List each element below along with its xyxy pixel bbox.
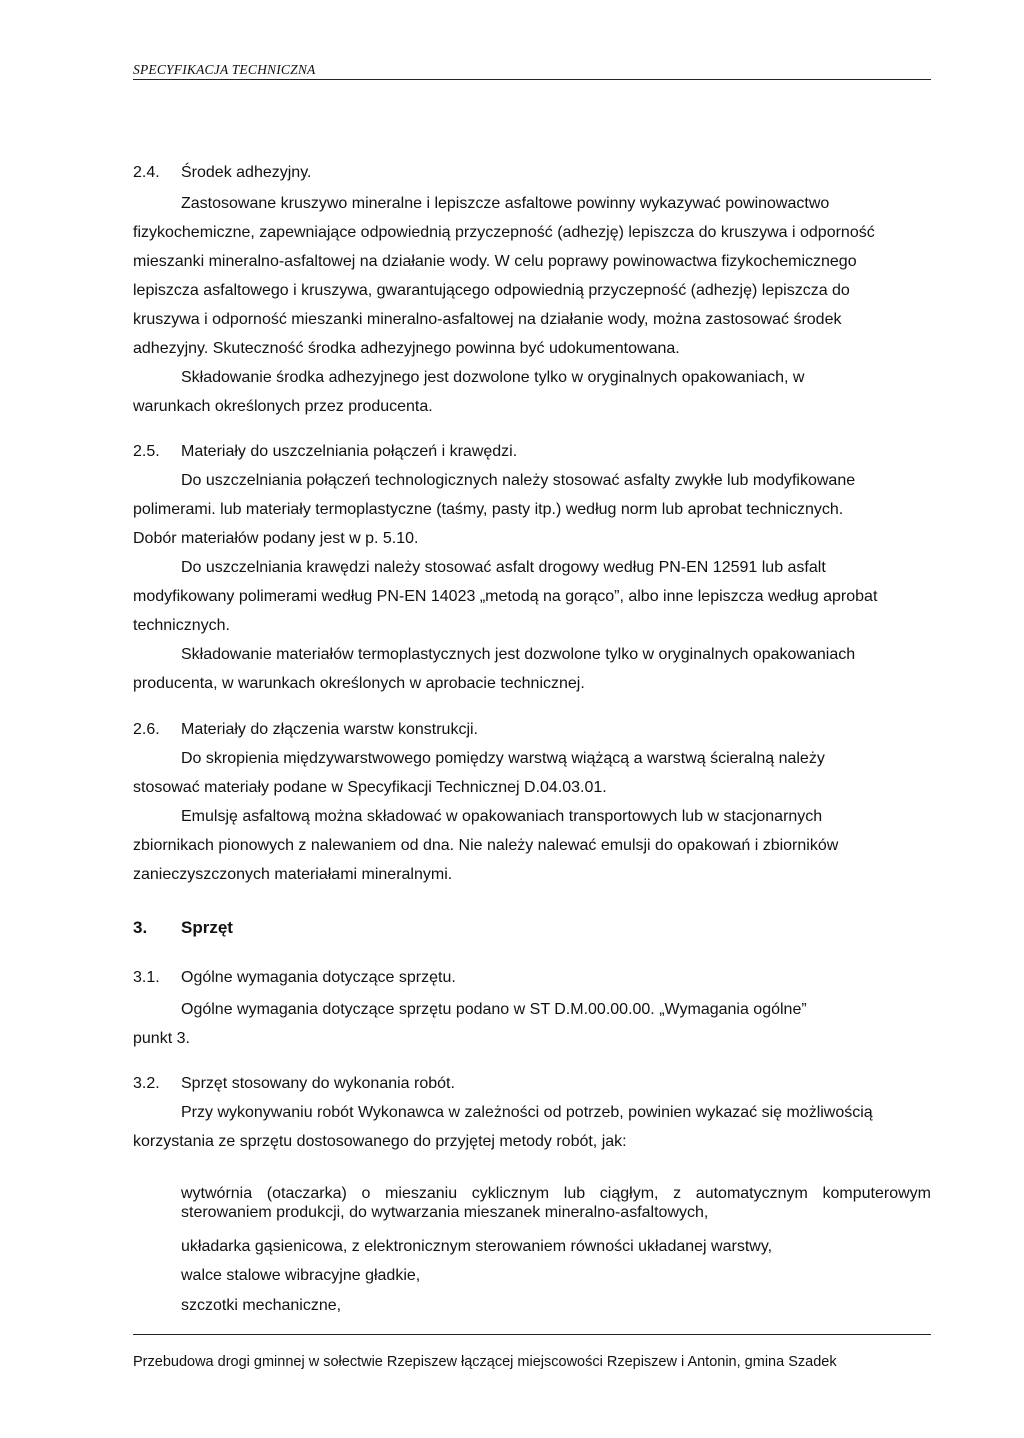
- equipment-list-item: wytwórnia (otaczarka) o mieszaniu cyklicznym lub ciągłym, z automatycznym komputerowym sterowaniem produkcji, do wytwarzania mieszanek mineralno-asfaltowych,: [181, 1185, 931, 1221]
- paragraph-line: technicznych.: [133, 617, 230, 634]
- chapter-number: 3.: [133, 918, 148, 937]
- page-footer: Przebudowa drogi gminnej w sołectwie Rzepiszew łączącej miejscowości Rzepiszew i Antonin, gmina Szadek: [133, 1354, 837, 1370]
- paragraph-line: zbiornikach pionowych z nalewaniem od dna. Nie należy nalewać emulsji do opakowań i zbiorników: [133, 837, 839, 854]
- paragraph-line: Przy wykonywaniu robót Wykonawca w zależności od potrzeb, powinien wykazać się możliwością: [181, 1104, 873, 1121]
- paragraph-line: zanieczyszczonych materiałami mineralnymi.: [133, 866, 453, 883]
- paragraph-line: stosować materiały podane w Specyfikacji Technicznej D.04.03.01.: [133, 779, 607, 796]
- section-number: 2.4.: [133, 164, 160, 181]
- paragraph-line: Dobór materiałów podany jest w p. 5.10.: [133, 530, 419, 547]
- running-header: SPECYFIKACJA TECHNICZNA: [133, 62, 316, 77]
- paragraph-line: adhezyjny. Skuteczność środka adhezyjnego powinna być udokumentowana.: [133, 340, 680, 357]
- section-title: Materiały do uszczelniania połączeń i krawędzi.: [181, 443, 518, 460]
- paragraph-line: korzystania ze sprzętu dostosowanego do przyjętej metody robót, jak:: [133, 1133, 627, 1150]
- paragraph-line: warunkach określonych przez producenta.: [133, 398, 433, 415]
- section-number: 2.5.: [133, 443, 160, 460]
- paragraph-line: producenta, w warunkach określonych w aprobacie technicznej.: [133, 675, 585, 692]
- paragraph-line: Do uszczelniania krawędzi należy stosować asfalt drogowy według PN-EN 12591 lub asfalt: [181, 559, 826, 576]
- paragraph-line: mieszanki mineralno-asfaltowej na działanie wody. W celu poprawy powinowactwa fizykochemicznego: [133, 253, 857, 270]
- paragraph-line: polimerami. lub materiały termoplastyczne (taśmy, pasty itp.) według norm lub aprobat technicznych.: [133, 501, 844, 518]
- section-number: 2.6.: [133, 721, 160, 738]
- paragraph-line: lepiszcza asfaltowego i kruszywa, gwarantującego odpowiednią przyczepność (adhezję) lepiszcza do: [133, 282, 850, 299]
- paragraph-line: Do uszczelniania połączeń technologicznych należy stosować asfalty zwykłe lub modyfikowane: [181, 472, 856, 489]
- section-number: 3.1.: [133, 969, 160, 986]
- paragraph-line: kruszywa i odporność mieszanki mineralno-asfaltowej na działanie wody, można zastosować środek: [133, 311, 842, 328]
- section-title: Sprzęt stosowany do wykonania robót.: [181, 1075, 455, 1092]
- paragraph-line: punkt 3.: [133, 1030, 190, 1047]
- equipment-list-item: szczotki mechaniczne,: [181, 1297, 342, 1314]
- paragraph-line: Składowanie materiałów termoplastycznych jest dozwolone tylko w oryginalnych opakowaniach: [181, 646, 856, 663]
- section-number: 3.2.: [133, 1075, 160, 1092]
- paragraph-line: modyfikowany polimerami według PN-EN 14023 „metodą na gorąco”, albo inne lepiszcza według aprobat: [133, 588, 878, 605]
- header-rule: [133, 79, 931, 80]
- footer-rule: [133, 1334, 931, 1335]
- paragraph-line: fizykochemiczne, zapewniające odpowiednią przyczepność (adhezję) lepiszcza do kruszywa i odporność: [133, 224, 875, 241]
- paragraph-line: Emulsję asfaltową można składować w opakowaniach transportowych lub w stacjonarnych: [181, 808, 823, 825]
- paragraph-line: Zastosowane kruszywo mineralne i lepiszcze asfaltowe powinny wykazywać powinowactwo: [181, 195, 830, 212]
- section-title: Materiały do złączenia warstw konstrukcji.: [181, 721, 478, 738]
- equipment-list-item: walce stalowe wibracyjne gładkie,: [181, 1267, 421, 1284]
- paragraph-line: Składowanie środka adhezyjnego jest dozwolone tylko w oryginalnych opakowaniach, w: [181, 369, 805, 386]
- chapter-title: Sprzęt: [181, 918, 233, 937]
- equipment-list-item: układarka gąsienicowa, z elektronicznym sterowaniem równości układanej warstwy,: [181, 1238, 773, 1255]
- section-title: Ogólne wymagania dotyczące sprzętu.: [181, 969, 456, 986]
- paragraph-line: Ogólne wymagania dotyczące sprzętu podano w ST D.M.00.00.00. „Wymagania ogólne”: [181, 1001, 807, 1018]
- paragraph-line: Do skropienia międzywarstwowego pomiędzy warstwą wiążącą a warstwą ścieralną należy: [181, 750, 825, 767]
- section-title: Środek adhezyjny.: [181, 164, 312, 181]
